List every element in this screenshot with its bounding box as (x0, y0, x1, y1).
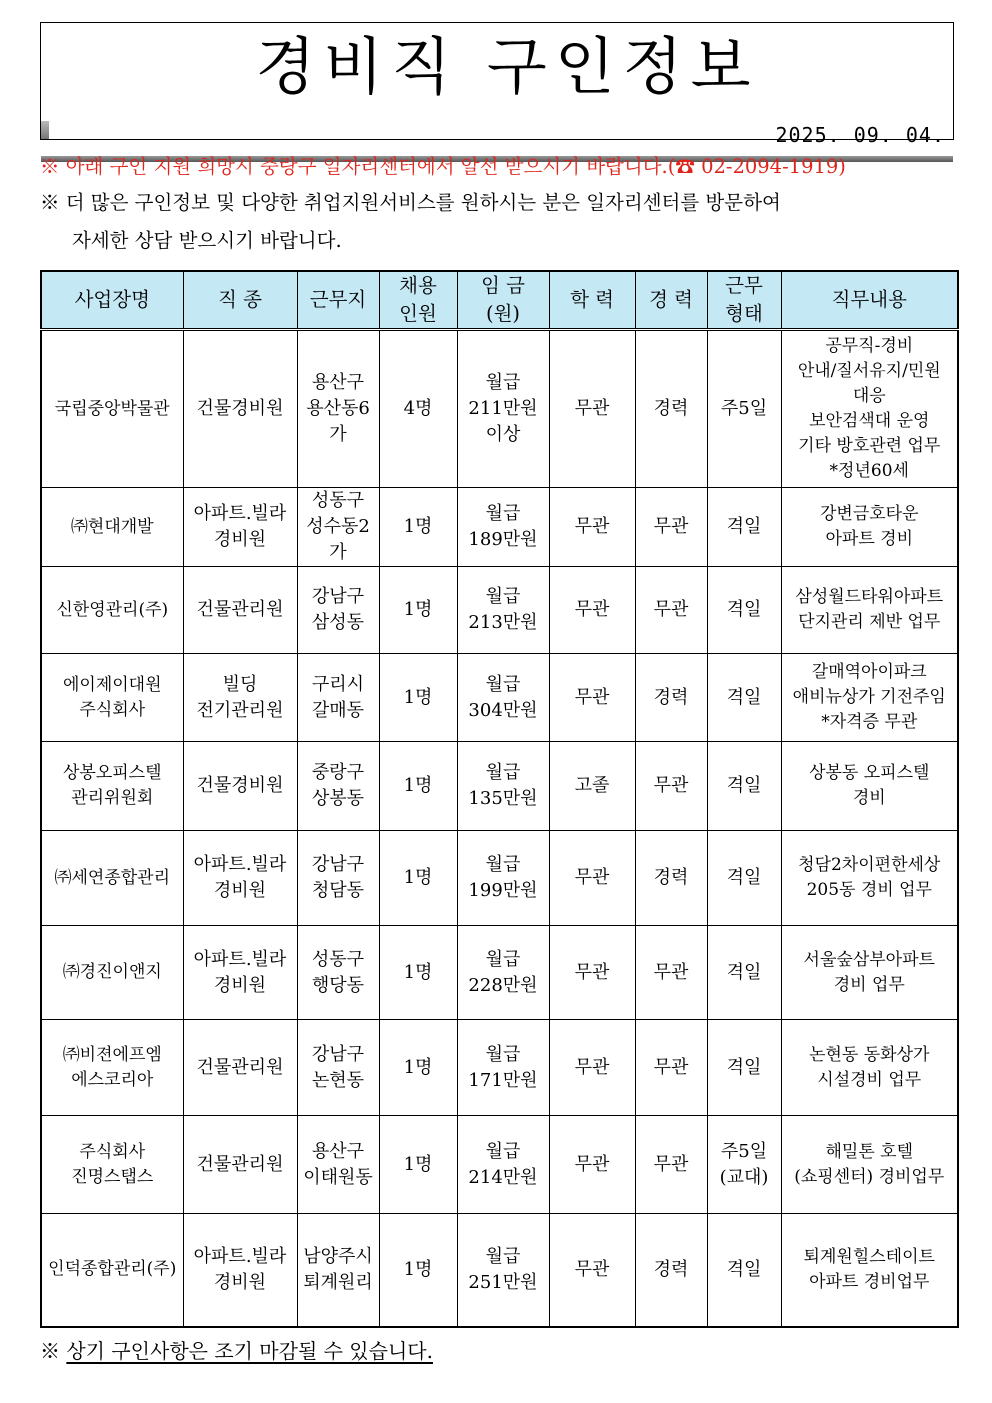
cell-text: 135만원 (468, 788, 538, 809)
footer-text: 상기 구인사항은 조기 마감될 수 있습니다. (66, 1339, 433, 1363)
cell-text: 4명 (403, 398, 433, 419)
work-type-cell (707, 330, 781, 488)
duties-cell (781, 1020, 958, 1116)
experience-cell (635, 567, 707, 654)
education-cell (549, 831, 635, 926)
cell-text: 시설경비 업무 (817, 1069, 922, 1090)
company-cell (41, 926, 183, 1020)
count-cell (379, 488, 457, 567)
header-work-type (707, 271, 781, 330)
cell-text: 에스코리아 (71, 1069, 154, 1090)
cell-text: 주5일 (720, 1140, 768, 1162)
location-cell (297, 742, 379, 831)
job-cell (183, 567, 297, 654)
wage-cell (457, 831, 549, 926)
cell-text: 251만원 (468, 1271, 538, 1293)
cell-text: 1명 (403, 1153, 433, 1175)
cell-text: 무관 (653, 599, 689, 620)
title-box (40, 22, 954, 147)
location-cell (297, 567, 379, 654)
cell-text: 신한영관리(주) (56, 599, 169, 620)
cell-text: 무관 (574, 1258, 610, 1280)
header-wage (457, 271, 549, 330)
footer-mark: ※ (40, 1339, 60, 1363)
company-cell (41, 330, 183, 488)
education-cell (549, 1214, 635, 1327)
cell-text: (교대) (719, 1166, 769, 1188)
cell-text: 삼성월드타워아파트 (795, 587, 944, 607)
company-cell (41, 1214, 183, 1327)
cell-text: 아파트 경비업무 (809, 1271, 930, 1292)
cell-text: 경력 (653, 398, 689, 419)
company-cell (41, 831, 183, 926)
cell-text: 1명 (403, 961, 433, 983)
duties-cell (781, 831, 958, 926)
wage-cell (457, 330, 549, 488)
cell-text: 월급 (485, 948, 521, 970)
count-cell (379, 567, 457, 654)
company-cell (41, 488, 183, 567)
cell-text: 경력 (653, 867, 689, 888)
count-cell (379, 831, 457, 926)
cell-text: 213만원 (468, 612, 538, 633)
wage-cell (457, 742, 549, 831)
cell-text: 건물관리원 (196, 599, 284, 620)
cell-text: *정년60세 (829, 461, 909, 481)
cell-text: 격일 (726, 599, 762, 620)
cell-text: 강남구 (311, 1043, 365, 1065)
education-cell (549, 654, 635, 742)
duties-cell (781, 567, 958, 654)
header-job (183, 271, 297, 330)
cell-text: 성동구 (311, 948, 365, 970)
cell-text: ㈜세연종합관리 (54, 867, 171, 888)
cell-text: 경비 업무 (833, 974, 905, 995)
cell-text: 무관 (653, 961, 689, 983)
work-type-cell (707, 926, 781, 1020)
header-label: (원) (485, 302, 521, 325)
duties-cell (781, 1214, 958, 1327)
work-type-cell (707, 654, 781, 742)
education-cell (549, 488, 635, 567)
header-label: 경 력 (649, 288, 693, 311)
cell-text: 199만원 (468, 880, 538, 901)
job-cell (183, 654, 297, 742)
cell-text: 가 (329, 542, 347, 563)
job-table (40, 270, 959, 1328)
cell-text: 월급 (485, 503, 521, 524)
count-cell (379, 330, 457, 488)
count-cell (379, 1214, 457, 1327)
header-label: 직 종 (218, 288, 262, 311)
header-company (41, 271, 183, 330)
education-cell (549, 567, 635, 654)
cell-text: 상봉동 (311, 788, 365, 809)
header-duties (781, 271, 958, 330)
company-cell (41, 742, 183, 831)
wage-cell (457, 1214, 549, 1327)
education-cell (549, 1020, 635, 1116)
cell-text: 대응 (852, 386, 886, 406)
cell-text: 경비원 (213, 529, 267, 550)
work-type-cell (707, 488, 781, 567)
cell-text: 경력 (653, 1258, 689, 1280)
cell-text: 관리위원회 (71, 788, 154, 808)
cell-text: 퇴계원힐스테이트 (803, 1246, 935, 1267)
cell-text: 월급 (485, 1043, 521, 1065)
table-row (41, 926, 958, 1020)
cell-text: 월급 (485, 762, 521, 783)
cell-text: 211만원 (468, 398, 538, 419)
duties-cell (781, 1116, 958, 1214)
title-shadow-left (41, 121, 49, 139)
cell-text: 무관 (574, 686, 610, 708)
header-label: 사업장명 (74, 288, 150, 311)
cell-text: 용산동6 (306, 398, 370, 419)
cell-text: 행당동 (311, 974, 365, 996)
header-label: 근무 (725, 274, 763, 297)
cell-text: 국립중앙박물관 (54, 398, 170, 419)
cell-text: 해밀톤 호텔 (825, 1141, 913, 1162)
cell-text: 에이제이대원 (62, 674, 162, 695)
cell-text: 경력 (653, 686, 689, 708)
cell-text: 전기관리원 (196, 699, 284, 721)
cell-text: 건물경비원 (196, 775, 284, 796)
count-cell (379, 1116, 457, 1214)
header-label: 인원 (399, 302, 437, 325)
wage-cell (457, 654, 549, 742)
work-type-cell (707, 1214, 781, 1327)
cell-text: 무관 (653, 1153, 689, 1175)
cell-text: 주식회사 (79, 699, 146, 720)
cell-text: 경비원 (213, 1271, 267, 1293)
wage-cell (457, 488, 549, 567)
cell-text: 189만원 (468, 529, 538, 550)
job-cell (183, 488, 297, 567)
cell-text: 가 (329, 424, 347, 445)
cell-text: 무관 (653, 1056, 689, 1078)
experience-cell (635, 654, 707, 742)
cell-text: ㈜현대개발 (70, 516, 154, 537)
job-cell (183, 742, 297, 831)
duties-cell (781, 488, 958, 567)
cell-text: 아파트.빌라 (193, 854, 287, 875)
job-cell (183, 1214, 297, 1327)
duties-cell (781, 654, 958, 742)
education-cell (549, 1116, 635, 1214)
wage-cell (457, 567, 549, 654)
cell-text: 서울숲삼부아파트 (803, 949, 935, 970)
cell-text: 월급 (485, 586, 521, 607)
table-row (41, 330, 958, 488)
experience-cell (635, 488, 707, 567)
cell-text: 격일 (726, 516, 762, 537)
cell-text: 격일 (726, 1258, 762, 1280)
cell-text: 무관 (574, 398, 610, 419)
cell-text: *자격증 무관 (821, 712, 918, 732)
cell-text: 1명 (403, 775, 433, 796)
page-title: 경비직 구인정보 (255, 30, 759, 103)
cell-text: 무관 (653, 516, 689, 537)
cell-text: 228만원 (468, 974, 538, 996)
notice-more-info: ※ 더 많은 구인정보 및 다양한 취업지원서비스를 원하시는 분은 일자리센터를 방문하여 (40, 191, 781, 214)
experience-cell (635, 330, 707, 488)
count-cell (379, 742, 457, 831)
cell-text: 구리시 (311, 673, 365, 695)
header-education (549, 271, 635, 330)
header-location (297, 271, 379, 330)
cell-text: 애비뉴상가 기전주임 (792, 687, 946, 707)
table-body (41, 330, 958, 1327)
table-row (41, 567, 958, 654)
wage-cell (457, 1116, 549, 1214)
location-cell (297, 831, 379, 926)
location-cell (297, 488, 379, 567)
cell-text: 월급 (485, 1140, 521, 1162)
cell-text: 논현동 (311, 1069, 365, 1091)
cell-text: ㈜비젼에프엠 (62, 1044, 162, 1065)
cell-text: 빌딩 (222, 673, 258, 695)
header-label: 근무지 (309, 288, 367, 311)
job-cell (183, 1116, 297, 1214)
footer-notice (40, 1334, 433, 1368)
cell-text: 무관 (653, 775, 689, 796)
cell-text: 월급 (485, 372, 521, 393)
header-count (379, 271, 457, 330)
cell-text: 용산구 (311, 1140, 365, 1162)
cell-text: 205동 경비 업무 (806, 880, 932, 900)
cell-text: 강남구 (311, 586, 365, 607)
education-cell (549, 742, 635, 831)
work-type-cell (707, 1116, 781, 1214)
job-cell (183, 926, 297, 1020)
table-row (41, 831, 958, 926)
cell-text: 남양주시 (303, 1245, 373, 1267)
cell-text: 아파트.빌라 (193, 503, 287, 524)
header-label: 형태 (725, 302, 763, 325)
count-cell (379, 654, 457, 742)
cell-text: 171만원 (468, 1069, 538, 1091)
cell-text: 건물관리원 (196, 1153, 284, 1175)
wage-cell (457, 926, 549, 1020)
duties-cell (781, 330, 958, 488)
cell-text: 중랑구 (311, 762, 365, 783)
cell-text: 1명 (403, 516, 433, 537)
table-row (41, 742, 958, 831)
header-experience (635, 271, 707, 330)
duties-cell (781, 926, 958, 1020)
education-cell (549, 926, 635, 1020)
table-row (41, 654, 958, 742)
cell-text: 1명 (403, 686, 433, 708)
work-type-cell (707, 831, 781, 926)
table-row (41, 1116, 958, 1214)
cell-text: 주식회사 (79, 1141, 146, 1162)
cell-text: 안내/질서유지/민원 (797, 361, 941, 381)
cell-text: 갈매역아이파크 (811, 662, 927, 682)
company-cell (41, 567, 183, 654)
cell-text: 월급 (485, 854, 521, 875)
job-cell (183, 1020, 297, 1116)
notice-more-info-cont: 자세한 상담 받으시기 바랍니다. (72, 229, 342, 252)
table-header-row (41, 271, 958, 330)
cell-text: 격일 (726, 1056, 762, 1078)
cell-text: 청담2차이편한세상 (798, 855, 941, 875)
work-type-cell (707, 567, 781, 654)
cell-text: 1명 (403, 867, 433, 888)
cell-text: 1명 (403, 599, 433, 620)
cell-text: 격일 (726, 867, 762, 888)
cell-text: 무관 (574, 516, 610, 537)
cell-text: 1명 (403, 1258, 433, 1280)
location-cell (297, 654, 379, 742)
cell-text: 무관 (574, 1153, 610, 1175)
company-cell (41, 1116, 183, 1214)
table-row (41, 1020, 958, 1116)
cell-text: 기타 방호관련 업무 (798, 436, 941, 456)
duties-cell (781, 742, 958, 831)
cell-text: 퇴계원리 (303, 1271, 373, 1293)
header-label: 임 금 (481, 274, 525, 297)
experience-cell (635, 742, 707, 831)
cell-text: 아파트.빌라 (193, 1245, 287, 1267)
cell-text: 격일 (726, 775, 762, 796)
notice-referral: ※ 아래 구인 지원 희망시 중랑구 일자리센터에서 알선 받으시기 바랍니다.(☎ 02-2094-1919) (40, 155, 846, 178)
cell-text: 아파트 경비 (825, 529, 913, 549)
cell-text: 아파트.빌라 (193, 948, 287, 970)
cell-text: 공무직-경비 (825, 336, 914, 356)
cell-text: 고졸 (574, 775, 610, 796)
cell-text: 304만원 (468, 699, 538, 721)
cell-text: 건물경비원 (196, 398, 284, 419)
location-cell (297, 1116, 379, 1214)
job-cell (183, 831, 297, 926)
wage-cell (457, 1020, 549, 1116)
education-cell (549, 330, 635, 488)
cell-text: 상봉오피스텔 (62, 763, 162, 783)
experience-cell (635, 926, 707, 1020)
cell-text: 이태원동 (303, 1166, 373, 1188)
header-label: 채용 (399, 274, 437, 297)
location-cell (297, 1214, 379, 1327)
location-cell (297, 330, 379, 488)
cell-text: 인덕종합관리(주) (48, 1259, 177, 1280)
work-type-cell (707, 1020, 781, 1116)
cell-text: 격일 (726, 686, 762, 708)
cell-text: 무관 (574, 599, 610, 620)
cell-text: 경비원 (213, 880, 267, 901)
cell-text: 갈매동 (311, 699, 365, 721)
job-cell (183, 330, 297, 488)
experience-cell (635, 1020, 707, 1116)
header-label: 직무내용 (831, 288, 907, 311)
company-cell (41, 654, 183, 742)
cell-text: 경비 (852, 788, 886, 808)
cell-text: 경비원 (213, 974, 267, 996)
cell-text: 건물관리원 (196, 1056, 284, 1078)
table-row (41, 488, 958, 567)
cell-text: 삼성동 (311, 612, 365, 633)
cell-text: 격일 (726, 961, 762, 983)
cell-text: 강변금호타운 (819, 504, 919, 524)
cell-text: 청담동 (311, 880, 365, 901)
cell-text: 단지관리 제반 업무 (798, 612, 941, 632)
cell-text: 성수동2 (306, 516, 370, 537)
location-cell (297, 1020, 379, 1116)
cell-text: 상봉동 오피스텔 (809, 763, 930, 783)
cell-text: 214만원 (468, 1166, 538, 1188)
count-cell (379, 926, 457, 1020)
cell-text: 보안검색대 운영 (809, 411, 930, 431)
cell-text: 무관 (574, 1056, 610, 1078)
cell-text: 진명스탭스 (71, 1166, 154, 1187)
experience-cell (635, 1214, 707, 1327)
cell-text: 1명 (403, 1056, 433, 1078)
cell-text: 월급 (485, 1245, 521, 1267)
cell-text: (쇼핑센터) 경비업무 (794, 1166, 945, 1187)
company-cell (41, 1020, 183, 1116)
cell-text: 성동구 (311, 490, 365, 511)
posting-date: 2025. 09. 04. (775, 123, 945, 147)
experience-cell (635, 1116, 707, 1214)
cell-text: ㈜경진이앤지 (62, 962, 162, 982)
cell-text: 무관 (574, 961, 610, 983)
table-row (41, 1214, 958, 1327)
cell-text: 이상 (485, 424, 521, 445)
cell-text: 월급 (485, 673, 521, 695)
cell-text: 주5일 (720, 398, 768, 419)
location-cell (297, 926, 379, 1020)
cell-text: 논현동 동화상가 (809, 1044, 930, 1065)
cell-text: 용산구 (311, 372, 365, 393)
header-label: 학 력 (570, 288, 614, 311)
work-type-cell (707, 742, 781, 831)
count-cell (379, 1020, 457, 1116)
cell-text: 무관 (574, 867, 610, 888)
cell-text: 강남구 (311, 854, 365, 875)
experience-cell (635, 831, 707, 926)
